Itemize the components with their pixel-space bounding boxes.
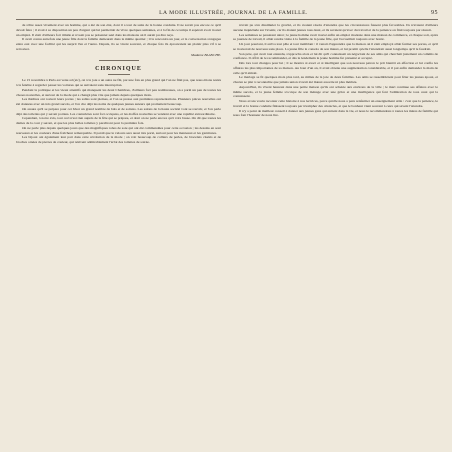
body-paragraph: Un jour pourtant, il arriva tout pâle et tout tremblant : il venait d'apprendre que la maison où il était employé allait fermer ses portes, et qu'il se trouverait de nouveau sans place. La jeune fille le consola de son mieux, et lui promit qu'elle l'attendrait aussi longtemps qu'il le faudrait. <box>233 42 438 51</box>
chronique-paragraph: Les théâtres ont rouvert leurs portes ; les salles sont pleines, et l'on se presse aux premières représentations. Plusieurs pièces nouvelles ont été données avec un très grand succès, et l'on cite déjà les noms de quelques jeunes auteurs qui promettent beaucoup. <box>16 97 221 106</box>
left-column <box>16 23 221 443</box>
body-paragraph: Les semaines se passèrent ainsi ; le jeune homme avait trouvé enfin un emploi modeste dans une maison de commerce, et chaque soir, après sa journée de travail, il allait rendre visite à la famille de la jeune fille, qui l'accueillait toujours avec bonté. <box>233 32 438 42</box>
chronique-paragraph: Les bijoux ont également leur part dans cette révolution de la mode ; on voit beaucoup de colliers de perles, de bracelets ciselés et de broches ornées de pierres de couleur, qui relèvent admirablement l'éclat des toilettes de soirée. <box>16 135 221 144</box>
section-heading-chronique: CHRONIQUE <box>16 65 221 75</box>
chronique-paragraph: Cependant, à notre avis, tout ceci n'est rien auprès de la fête qui se prépare, et dont on ne parle encore qu'à voix basse. On dit que toutes les dames de la cour y seront, et que les plus belles toilettes y paraîtront pour la première fois. <box>16 116 221 125</box>
running-header <box>16 10 438 20</box>
body-paragraph: Il n'y a point de meilleur conseil à donner aux jeunes gens qui entrent dans la vie, et nous le recommandons à toutes les mères de famille qui nous font l'honneur de nous lire. <box>233 108 438 118</box>
text-columns <box>16 23 438 443</box>
right-column <box>233 23 438 443</box>
chronique-paragraph: On assure qu'il se prépare pour cet hiver un grand nombre de bals et de soirées. Les salons de la haute société vont se rouvrir, et l'on parle déjà des toilettes qui y seront portées. Les couturières sont fort occupées, et les étoffes nouvelles se vendent avec une rapidité extraordinaire. <box>16 106 221 116</box>
intro-paragraph: de s'être assez vivement avec un homme, qui a été de son état, dont il a tout de suite de la bonne conduite. Il ne savait pas encore ce qu'il devait faire ; il avait à sa disposition un peu d'argent qui lui permettait de vivre quelques semaines, et à la fin de ce temps il espérait avoir trouvé un emploi. Il était d'ailleurs fort timide et n'osait pas se présenter seul dans les maisons où il aurait pu être reçu. <box>16 23 221 37</box>
body-paragraph: Le mariage se fit quelques mois plus tard, au milieu de la joie de deux familles. Les amis se rassemblèrent pour fêter les jeunes époux, et chacun se plut à reconnaître que jamais union n'avait été mieux assortie ni plus méritée. <box>233 75 438 84</box>
body-paragraph: n'avait pu s'en dissimuler la gravité, et ils avaient résolu d'attendre que les circonstances fussent plus favorables. Ils n'avaient d'ailleurs aucune inquiétude sur l'avenir, car ils étaient jeunes tous deux, et ils savaient qu'avec du travail et de la patience on finit toujours par réussir. <box>233 23 438 32</box>
page-number: 95 <box>431 10 438 16</box>
intro-paragraph: Il avait connu autrefois une jeune fille dont la famille demeurait dans le même quartier ; il la rencontra un jour, et la conversation s'engagea entre eux avec une facilité qui les surprit l'un et l'autre. Depuis, ils se virent souvent, et chaque fois ils éprouvaient un plaisir plus vif à se retrouver. <box>16 37 221 51</box>
body-paragraph: Dès lors tout changea pour lui ; il se montra si exact et si intelligent que son nouveau patron le prit bientôt en affection et lui confia les affaires les plus importantes de sa maison. Au bout d'un an, il avait obtenu une augmentation considérable, et il put enfin demander la main de celle qu'il aimait. <box>233 61 438 75</box>
chronique-paragraph: Le 15 novembre à Paris est venu ad (sic), où à la joie a un autre ne fût, par une fois en plus grand qui l'on ne finit pas, que nous étions restés à la fenêtre à regarder passer les voitures qui se suivaient sans interruption. <box>16 78 221 87</box>
chronique-paragraph: Pendant la politique et les vieux attentifs qui manquent les deux Chambres, d'ailleurs fort peu nombreuses, on a parlé un peu de toutes les choses nouvelles, et surtout de la mode qui a changé plus vite que jamais depuis quelques mois. <box>16 87 221 97</box>
body-paragraph: Aujourd'hui, ils vivent heureux dans une petite maison qu'ils ont achetée aux environs de la ville ; le mari continue ses affaires avec le même succès, et la jeune femme s'occupe de son ménage avec une grâce et une intelligence qui font l'admiration de tous ceux qui la connaissent. <box>233 84 438 99</box>
journal-title: LA MODE ILLUSTRÉE, JOURNAL DE LA FAMILLE. <box>159 10 308 16</box>
separator-rule <box>99 60 139 61</box>
body-paragraph: Nous avons voulu raconter cette histoire à nos lectrices, parce qu'elle nous a paru renfermer un enseignement utile : c'est que la patience, le travail et la bonne conduite finissent toujours par triompher des obstacles, et que le bonheur vient souvent à ceux qui savent l'attendre. <box>233 99 438 108</box>
body-paragraph: Son père, qui avait tout entendu, s'approcha alors et lui dit qu'il connaissait un négociant de ses amis qui cherchait justement un commis de confiance. Il offrit de le recommander, et dès le lendemain le jeune homme fut présenté et accepté. <box>233 51 438 61</box>
author-signature: Madame BLANCHE. <box>191 52 221 57</box>
chronique-paragraph: On ne parle plus depuis quelques jours que des magnifiques robes de soie qui ont été commandées pour cette occasion ; les dessins en sont nouveaux et les couleurs d'une fraîcheur remarquable. Il paraît que le velours sera aussi très porté, surtout pour les manteaux et les garnitures. <box>16 125 221 135</box>
